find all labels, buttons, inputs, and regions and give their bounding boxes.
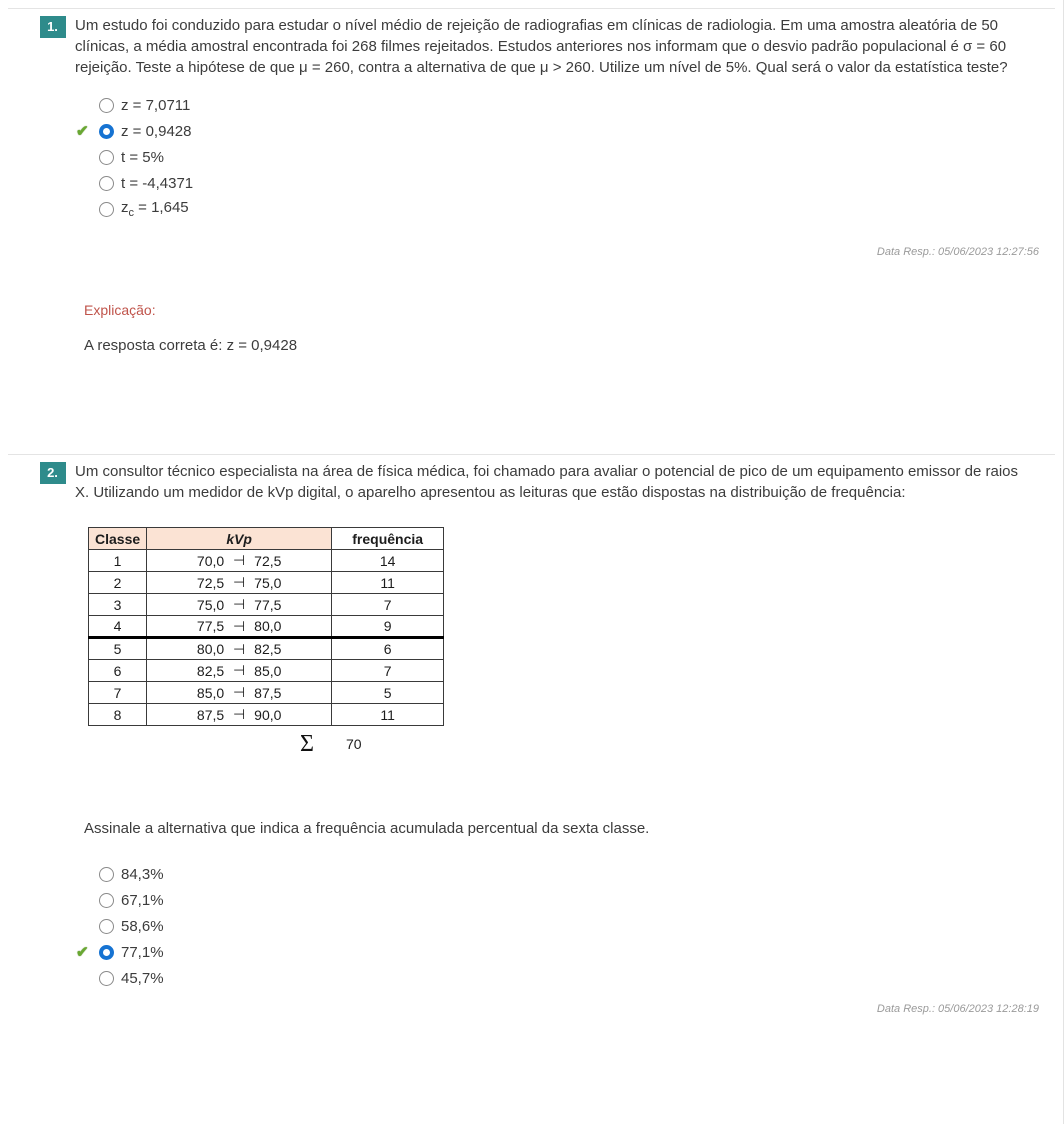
correct-answer-check-icon: ✔ xyxy=(76,944,89,961)
interval-lower: 72,5 xyxy=(196,574,225,591)
table-row xyxy=(89,638,444,660)
cell-classe: 5 xyxy=(89,638,147,660)
table-row xyxy=(89,704,444,726)
answer-options-list xyxy=(76,92,1055,222)
table-row xyxy=(89,616,444,638)
cell-classe: 1 xyxy=(89,550,147,572)
answer-option[interactable] xyxy=(76,887,1055,913)
cell-kvp xyxy=(147,594,332,616)
kvp-interval xyxy=(153,706,325,723)
radio-button[interactable] xyxy=(99,919,114,934)
sigma-sum-symbol: Σ xyxy=(300,730,314,757)
answer-option[interactable] xyxy=(76,965,1055,991)
option-label: t = -4,4371 xyxy=(121,174,194,192)
option-label-part: z xyxy=(121,199,129,216)
column-header-frequencia: frequência xyxy=(332,528,444,550)
answer-option[interactable] xyxy=(76,939,1055,965)
interval-symbol: ⊣ xyxy=(233,617,246,634)
answer-option[interactable] xyxy=(76,913,1055,939)
question-number-badge: 2. xyxy=(40,462,66,484)
sum-total-value: 70 xyxy=(345,736,362,752)
option-label: z = 7,0711 xyxy=(121,96,191,114)
check-slot xyxy=(76,943,99,961)
frequency-table xyxy=(88,527,444,726)
interval-upper: 87,5 xyxy=(254,684,282,701)
cell-classe: 7 xyxy=(89,682,147,704)
cell-classe: 4 xyxy=(89,616,147,638)
kvp-interval xyxy=(153,596,325,613)
option-label xyxy=(121,199,189,219)
cell-frequencia: 11 xyxy=(332,704,444,726)
interval-lower: 87,5 xyxy=(196,706,225,723)
answer-option[interactable] xyxy=(76,196,1055,222)
answer-timestamp: Data Resp.: 05/06/2023 12:28:19 xyxy=(876,1003,1039,1015)
table-sum-row xyxy=(88,728,1055,760)
cell-frequencia: 6 xyxy=(332,638,444,660)
radio-button[interactable] xyxy=(99,150,114,165)
interval-lower: 77,5 xyxy=(196,618,225,634)
table-header-row xyxy=(89,528,444,550)
cell-classe: 8 xyxy=(89,704,147,726)
kvp-interval xyxy=(153,662,325,679)
question-header xyxy=(8,15,1055,78)
cell-kvp xyxy=(147,616,332,638)
explanation-label: Explicação: xyxy=(84,302,156,318)
correct-answer-check-icon: ✔ xyxy=(76,123,89,140)
question-number-badge: 1. xyxy=(40,16,66,38)
cell-kvp xyxy=(147,660,332,682)
cell-kvp xyxy=(147,572,332,594)
answer-option[interactable] xyxy=(76,144,1055,170)
interval-lower: 80,0 xyxy=(196,641,225,657)
cell-kvp xyxy=(147,638,332,660)
column-header-kvp: kVp xyxy=(147,528,332,550)
option-label-part: = 1,645 xyxy=(134,199,189,216)
interval-upper: 82,5 xyxy=(254,641,282,657)
radio-button[interactable] xyxy=(99,176,114,191)
option-label: 77,1% xyxy=(121,943,164,961)
cell-frequencia: 11 xyxy=(332,572,444,594)
question-header xyxy=(8,461,1055,503)
interval-symbol: ⊣ xyxy=(233,662,246,678)
question-1-block xyxy=(8,8,1055,454)
cell-classe: 2 xyxy=(89,572,147,594)
kvp-interval xyxy=(153,684,325,701)
interval-symbol: ⊣ xyxy=(233,640,246,657)
radio-button[interactable] xyxy=(99,971,114,986)
option-label-subscript: c xyxy=(128,207,134,219)
interval-lower: 85,0 xyxy=(196,684,225,701)
cell-frequencia: 9 xyxy=(332,616,444,638)
explanation-text: A resposta correta é: z = 0,9428 xyxy=(84,337,298,354)
option-label: z = 0,9428 xyxy=(121,122,192,140)
question-text: Um estudo foi conduzido para estudar o nível médio de rejeição de radiografias em clínicas de radiologia. Em uma amostra aleatória de 50 clínicas, a média amostral encontrada foi 268 filmes rejeitados. Estudos anteriores nos informam que o desvio padrão populacional é σ = 60 rejeição. Teste a hipótese de que μ = 260, contra a alternativa de que μ > 260. Utilize um nível de 5%. Qual será o valor da estatística teste? xyxy=(75,17,1008,76)
interval-upper: 90,0 xyxy=(254,706,282,723)
cell-classe: 6 xyxy=(89,660,147,682)
cell-kvp xyxy=(147,682,332,704)
interval-upper: 85,0 xyxy=(254,662,282,679)
interval-symbol: ⊣ xyxy=(233,706,246,722)
question-text: Um consultor técnico especialista na área de física médica, foi chamado para avaliar o potencial de pico de um equipamento emissor de raios X. Utilizando um medidor de kVp digital, o aparelho apresentou as leituras que estão dispostas na distribuição de frequência: xyxy=(75,463,1019,501)
radio-button[interactable] xyxy=(99,893,114,908)
table-row xyxy=(89,572,444,594)
interval-lower: 82,5 xyxy=(196,662,225,679)
interval-upper: 75,0 xyxy=(254,574,282,591)
option-label: 58,6% xyxy=(121,917,164,935)
cell-classe: 3 xyxy=(89,594,147,616)
column-header-classe: Classe xyxy=(89,528,147,550)
interval-upper: 77,5 xyxy=(254,596,282,613)
radio-button-selected[interactable] xyxy=(99,124,114,139)
answer-option[interactable] xyxy=(76,861,1055,887)
radio-button[interactable] xyxy=(99,98,114,113)
interval-symbol: ⊣ xyxy=(233,596,246,612)
kvp-interval xyxy=(153,552,325,569)
cell-frequencia: 14 xyxy=(332,550,444,572)
table-row xyxy=(89,682,444,704)
radio-button[interactable] xyxy=(99,202,114,217)
interval-lower: 75,0 xyxy=(196,596,225,613)
answer-timestamp: Data Resp.: 05/06/2023 12:27:56 xyxy=(876,246,1039,258)
option-label: 67,1% xyxy=(121,891,164,909)
kvp-interval xyxy=(153,641,325,658)
kvp-interval xyxy=(153,574,325,591)
cell-kvp xyxy=(147,704,332,726)
radio-button-selected[interactable] xyxy=(99,945,114,960)
table-row xyxy=(89,594,444,616)
check-slot xyxy=(76,122,99,140)
kvp-interval xyxy=(153,618,325,635)
cell-kvp xyxy=(147,550,332,572)
interval-symbol: ⊣ xyxy=(233,574,246,590)
interval-upper: 80,0 xyxy=(254,618,282,634)
interval-symbol: ⊣ xyxy=(233,552,246,568)
interval-upper: 72,5 xyxy=(254,552,282,569)
table-row xyxy=(89,660,444,682)
explanation-block xyxy=(84,302,1055,354)
table-row xyxy=(89,550,444,572)
answer-option[interactable] xyxy=(76,118,1055,144)
option-label: 84,3% xyxy=(121,865,164,883)
cell-frequencia: 5 xyxy=(332,682,444,704)
answer-option[interactable] xyxy=(76,92,1055,118)
option-label: t = 5% xyxy=(121,148,164,166)
answer-options-list xyxy=(76,861,1055,991)
interval-symbol: ⊣ xyxy=(233,684,246,700)
interval-lower: 70,0 xyxy=(196,552,225,569)
option-label: 45,7% xyxy=(121,969,164,987)
question-2-block xyxy=(8,454,1055,1055)
radio-button[interactable] xyxy=(99,867,114,882)
question-prompt: Assinale a alternativa que indica a frequência acumulada percentual da sexta classe. xyxy=(84,820,650,837)
cell-frequencia: 7 xyxy=(332,660,444,682)
answer-option[interactable] xyxy=(76,170,1055,196)
cell-frequencia: 7 xyxy=(332,594,444,616)
